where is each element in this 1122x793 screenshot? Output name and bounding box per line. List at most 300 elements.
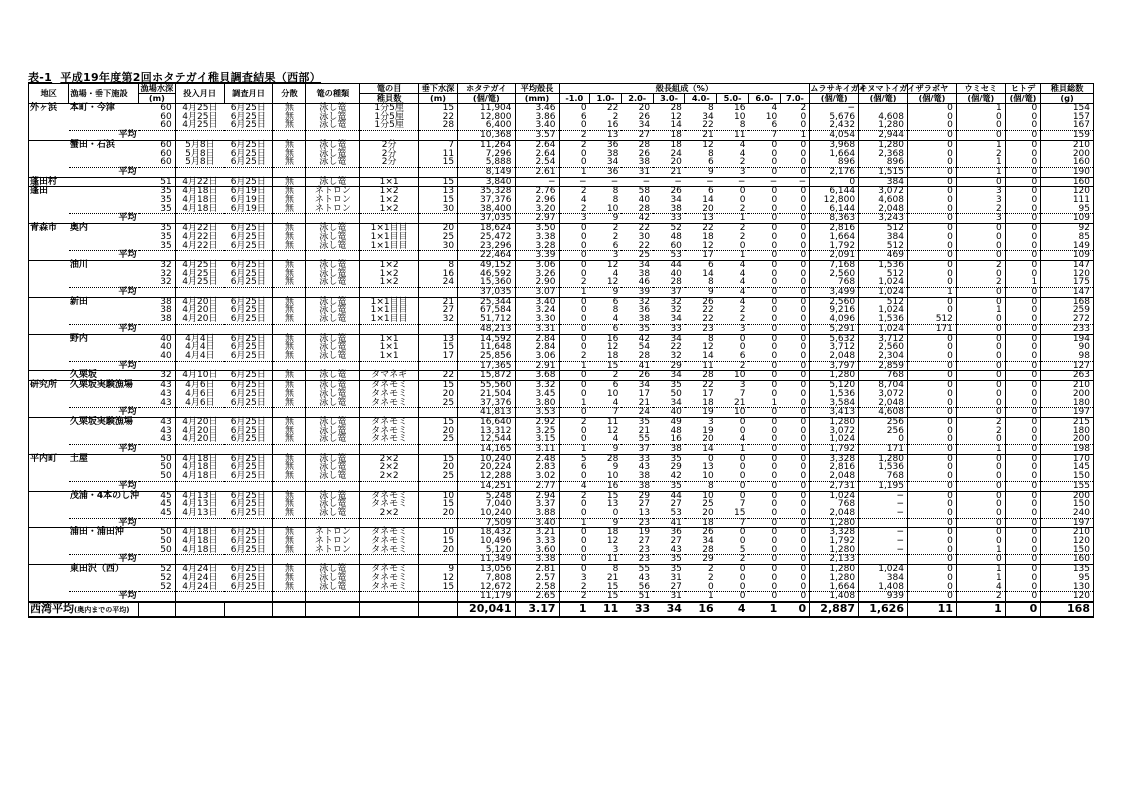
data-cell: 40 [160,350,172,361]
area-cell: 青森市 [29,224,69,233]
data-cell: 0 [559,270,590,279]
header-bin: 6.0- [748,94,780,104]
data-cell: 無 [273,315,306,324]
data-cell: 14 [702,268,714,279]
empty-cell [224,592,273,602]
data-cell: 18 [653,140,685,149]
data-cell: 8 [590,187,622,196]
data-cell: 10 [734,111,746,122]
data-cell: − [621,177,653,187]
data-cell: 泳し篭 [306,509,360,518]
average-cell: 21 [685,131,717,141]
data-cell: 無 [273,472,306,481]
data-cell: 17 [638,388,651,399]
average-cell: 2,944 [859,131,908,141]
data-cell: 0 [748,224,780,233]
data-cell: 16 [606,120,619,131]
data-cell: 8 [707,148,714,159]
average-label: 平均 [69,555,139,565]
data-cell: 15 [418,583,457,592]
data-cell: 0 [907,233,956,242]
total-label-text: 西湾平均 [30,601,74,615]
data-cell: 8 [612,305,619,316]
average-cell: 0 [1005,445,1040,455]
data-cell: 0 [1005,196,1040,205]
data-cell: 0 [771,499,778,510]
empty-cell [360,445,419,455]
data-cell: 4 [739,434,746,445]
data-cell: 10 [685,491,717,500]
data-cell: 27 [638,499,651,510]
data-cell: 0 [1005,390,1040,399]
data-cell: 3,968 [810,140,859,149]
data-cell: 0 [956,399,1005,408]
average-row [29,167,1094,177]
data-cell: 33 [621,454,653,463]
location-cell: 土屋 [69,454,139,463]
data-cell: 32 [160,277,172,288]
data-cell: 36 [638,305,651,316]
data-cell: 10 [606,471,619,482]
average-cell: 15 [590,361,622,371]
data-cell: 768 [810,500,859,509]
data-cell: 85 [1041,233,1094,242]
data-cell: 43 [139,381,176,390]
average-cell: 41 [621,361,653,371]
data-cell: タネモミ [360,427,419,436]
empty-cell [306,445,360,455]
data-cell: 1 [771,397,778,408]
average-cell: 1 [780,131,809,141]
data-cell: 8 [739,120,746,131]
data-cell: 167 [1041,121,1094,130]
data-cell: 4月25日 [175,121,224,130]
data-cell: 0 [800,120,807,131]
average-cell: 2,859 [859,361,908,371]
data-cell: 2,432 [810,121,859,130]
average-cell: 9 [590,445,622,455]
data-cell: 泳し篭 [306,399,360,408]
data-cell: ネトロン [306,187,360,196]
data-cell: 5月8日 [175,158,224,167]
data-cell: 1,280 [810,546,859,555]
data-cell: 無 [273,491,306,500]
data-cell: 175 [1041,278,1094,287]
data-cell: 2分 [360,150,419,159]
header-net-2: 稚貝数 [360,94,419,104]
average-cell: 4,054 [810,131,859,141]
area-cell [29,278,69,287]
average-cell: 0 [780,408,809,418]
empty-cell [306,408,360,418]
area-cell [29,167,69,177]
data-cell: 泳し篭 [306,224,360,233]
location-cell [69,537,139,546]
data-cell: 1,024 [810,435,859,444]
data-cell: 3.68 [515,371,559,381]
data-cell: 3,712 [810,343,859,352]
data-cell: 0 [907,205,956,214]
header-bin: 7.0- [780,94,809,104]
area-cell [29,445,69,455]
data-cell: 6 [685,260,717,269]
average-cell: 8,363 [810,214,859,224]
data-cell: 無 [273,260,306,269]
average-cell: 0 [956,361,1005,371]
data-cell: 12 [606,536,619,547]
data-cell: 0 [1005,352,1040,361]
average-cell: 7 [717,518,749,528]
data-cell: ネトロン [306,205,360,214]
data-cell: 0 [907,121,956,130]
data-cell: 2.84 [515,334,559,343]
empty-cell [139,324,176,334]
area-cell [29,592,69,602]
empty-cell [175,602,224,617]
empty-cell [360,288,419,298]
average-cell: 13 [685,214,717,224]
data-cell: ネトロン [306,196,360,205]
area-cell [29,390,69,399]
data-cell: − [653,177,685,187]
table-row [29,315,1094,324]
data-cell: 泳し篭 [306,472,360,481]
average-cell: 35 [653,555,685,565]
data-cell: 0 [748,417,780,426]
data-cell: 12,288 [458,472,515,481]
data-cell: 無 [273,150,306,159]
data-cell: 0 [771,314,778,325]
data-cell: 7,040 [458,500,515,509]
data-cell: 泳し篭 [306,306,360,315]
average-cell: 1 [717,251,749,261]
empty-cell [175,288,224,298]
data-cell: 35 [621,417,653,426]
data-cell: 0 [1005,472,1040,481]
data-cell: 6月25日 [224,140,273,149]
data-cell: 0 [771,148,778,159]
data-cell: 12 [670,111,682,122]
data-cell: 6月25日 [224,454,273,463]
average-label: 平均 [69,592,139,602]
data-cell: 0 [559,260,590,269]
data-cell: 1,024 [810,491,859,500]
data-cell: 0 [748,454,780,463]
average-cell: 37,035 [458,214,515,224]
data-cell: 45 [139,491,176,500]
data-cell: 10 [418,528,457,537]
data-cell: 6月25日 [230,397,266,408]
header-bin: 5.0- [717,94,749,104]
data-cell: 3.86 [515,113,559,122]
data-cell: 30 [638,231,651,242]
data-cell: 149 [1041,242,1094,251]
data-cell: 2 [559,417,590,426]
data-cell: 4 [748,104,780,113]
data-cell: 0 [956,537,1005,546]
area-cell [29,270,69,279]
data-cell: 0 [907,371,956,381]
data-cell: 43 [139,417,176,426]
data-cell: 4 [717,140,749,149]
data-cell: 512 [859,270,908,279]
data-cell: 0 [956,491,1005,500]
data-cell: 泳し篭 [306,177,360,187]
average-cell: 233 [1041,324,1094,334]
table-body [29,104,1094,617]
location-cell: 久栗坂実験漁場 [69,381,139,390]
data-cell: 1 [956,565,1005,574]
area-cell [29,472,69,481]
area-cell [29,491,69,500]
data-cell: 6月25日 [224,224,273,233]
data-cell: 0 [907,427,956,436]
data-cell: 0 [771,471,778,482]
data-cell: 0 [907,500,956,509]
data-cell: 38,400 [458,205,515,214]
area-cell [29,435,69,444]
data-cell: 0 [800,342,807,353]
data-cell: 0 [748,371,780,381]
data-cell: 6月25日 [230,388,266,399]
data-cell: 2 [590,371,622,381]
average-cell: 0 [780,288,809,298]
data-cell: 18 [606,350,619,361]
data-cell: 4月13日 [175,500,224,509]
data-cell: 5 [559,454,590,463]
average-cell: 1,280 [810,518,859,528]
data-cell: 210 [1041,528,1094,537]
location-cell [69,472,139,481]
data-cell: 0 [771,157,778,168]
data-cell: 0 [559,121,590,130]
data-cell: 16 [418,270,457,279]
data-cell: 2 [559,140,590,149]
average-cell: 0 [907,445,956,455]
average-cell: 1 [717,445,749,455]
empty-cell [360,408,419,418]
average-cell: 0 [748,288,780,298]
average-cell: 3,797 [810,361,859,371]
data-cell: 2×2 [360,463,419,472]
data-cell: 43 [160,388,172,399]
data-cell: 3.40 [515,297,559,306]
header-length-distribution: 殻長組成（%） [559,84,810,94]
area-cell [29,306,69,315]
data-cell: 6月25日 [230,268,266,279]
total-cell: 3.17 [515,602,559,617]
empty-cell [306,167,360,177]
average-label: 平均 [69,251,139,261]
data-cell: 6月25日 [224,177,273,187]
data-cell: 4月18日 [175,454,224,463]
average-cell: 0 [559,324,590,334]
location-cell [69,196,139,205]
data-cell: 28 [638,350,651,361]
data-cell: 92 [1041,224,1094,233]
average-cell: 10,368 [458,131,515,141]
data-cell: 21 [638,397,651,408]
data-cell: 0 [771,277,778,288]
data-cell: 0 [717,565,749,574]
data-cell: 6月25日 [230,434,266,445]
table-label: 表-1 [28,71,53,84]
data-cell: 180 [1041,427,1094,436]
data-cell: 0 [907,270,956,279]
data-cell: 6 [771,120,778,131]
data-cell: 0 [907,463,956,472]
data-cell: 0 [907,260,956,269]
data-cell: 15 [418,381,457,390]
data-cell: 6月25日 [230,507,266,518]
average-cell: 2 [559,592,590,602]
data-cell: 0 [780,454,809,463]
average-cell: 14,165 [458,445,515,455]
header-bin: 4.0- [685,94,717,104]
data-cell: 43 [638,572,651,583]
data-cell: 1,280 [859,121,908,130]
average-cell: 39 [621,288,653,298]
data-cell: 20,224 [458,463,515,472]
data-cell: 2.84 [515,343,559,352]
data-cell: 0 [800,111,807,122]
data-cell: 無 [273,233,306,242]
empty-cell [139,481,176,491]
data-cell: 4月18日 [175,196,224,205]
data-cell: 1,280 [810,574,859,583]
data-cell: 0 [780,528,809,537]
table-row [29,352,1094,361]
average-row [29,324,1094,334]
data-cell: 0 [1005,463,1040,472]
data-cell: 3.28 [515,242,559,251]
data-cell: 25,856 [458,352,515,361]
data-cell: 6月25日 [230,544,266,555]
data-cell: タネモミ [360,435,419,444]
data-cell: 25,344 [458,297,515,306]
data-cell: 67,584 [458,306,515,315]
data-cell: 32 [139,371,176,381]
average-cell: 0 [559,555,590,565]
data-cell: 1,280 [859,454,908,463]
data-cell: 28 [670,277,682,288]
data-cell: 2 [956,260,1005,269]
average-label: 平均 [69,408,139,418]
data-cell: 40 [670,268,682,279]
area-cell [29,555,69,565]
data-cell: 15 [418,417,457,426]
data-cell: 35 [160,203,172,214]
area-cell [29,427,69,436]
data-cell: 0 [739,342,746,353]
average-cell: 159 [1041,131,1094,141]
average-cell: 1,515 [859,167,908,177]
empty-cell [360,131,419,141]
empty-cell [175,408,224,418]
empty-cell [224,445,273,455]
header-density-unit: (個/篭) [458,94,515,104]
location-cell: 新田 [69,297,139,306]
empty-cell [273,592,306,602]
data-cell: 0 [559,104,590,113]
average-cell: 9 [685,167,717,177]
data-cell: 135 [1041,565,1094,574]
data-cell: 0 [771,268,778,279]
data-cell: 4月6日 [175,381,224,390]
average-row [29,131,1094,141]
average-label: 平均 [69,324,139,334]
average-row [29,592,1094,602]
header-in-date: 投入月日 [175,84,224,104]
data-cell: 2,816 [810,463,859,472]
data-cell: 2 [559,205,590,214]
data-cell: 0 [559,565,590,574]
data-cell: 27 [670,581,682,592]
average-cell: 10 [717,408,749,418]
data-cell: 4 [612,268,619,279]
data-cell: 6月25日 [230,305,266,316]
data-cell: 168 [1041,297,1094,306]
data-cell: 1 [956,158,1005,167]
average-label: 平均 [69,214,139,224]
data-cell: 3.40 [515,121,559,130]
data-cell: 1×1目目 [360,306,419,315]
data-cell: 泳し篭 [306,371,360,381]
data-cell: 1×2 [360,205,419,214]
data-cell: 5,120 [810,381,859,390]
area-cell [29,196,69,205]
data-cell: 34 [702,536,714,547]
data-cell: 5月8日 [175,140,224,149]
data-cell: 無 [273,270,306,279]
data-cell: 0 [956,315,1005,324]
data-cell: 0 [800,388,807,399]
data-cell: 55 [621,565,653,574]
data-cell: 29 [670,462,682,473]
average-cell: 0 [907,251,956,261]
average-cell: 197 [1041,408,1094,418]
area-cell: 研究所 [29,381,69,390]
data-cell: 4 [739,277,746,288]
average-cell: 23 [621,518,653,528]
data-cell: 6月25日 [224,297,273,306]
data-cell: 180 [1041,399,1094,408]
data-cell: 0 [748,491,780,500]
data-cell: 120 [1041,187,1094,196]
data-cell: 6月25日 [230,425,266,436]
data-cell: 111 [1041,196,1094,205]
data-cell: 8 [418,260,457,269]
average-cell: 31 [653,592,685,602]
empty-cell [273,251,306,261]
average-cell: 27 [621,131,653,141]
data-cell: 0 [1005,583,1040,592]
data-cell: 157 [1041,113,1094,122]
location-cell [69,500,139,509]
data-cell: 2 [739,305,746,316]
data-cell: 2,560 [859,343,908,352]
data-cell: 0 [780,140,809,149]
average-cell: 3,499 [810,288,859,298]
data-cell: タネモミ [360,381,419,390]
data-cell: 22 [685,224,717,233]
data-cell: 6月25日 [230,314,266,325]
location-cell: 油川 [69,260,139,269]
location-cell [69,177,139,187]
average-cell: 0 [907,361,956,371]
header-net: 篭の目 [360,84,419,94]
data-cell: 6月25日 [224,260,273,269]
